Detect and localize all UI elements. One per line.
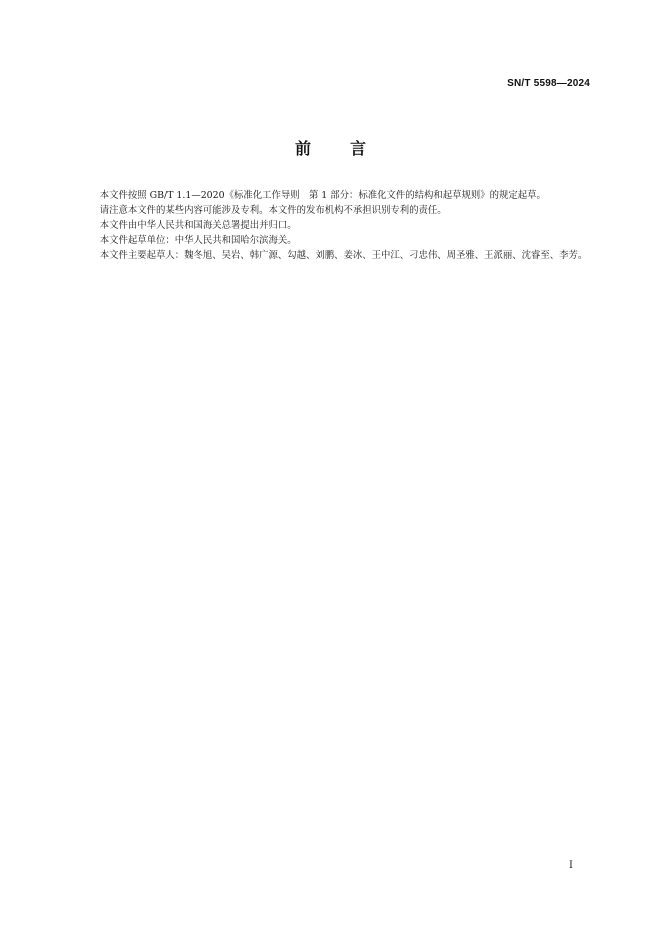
paragraph-drafting-rules: 本文件按照 GB/T 1.1—2020《标准化工作导则 第 1 部分：标准化文件的结构和起草规则》的规定起草。 xyxy=(99,190,546,201)
page-number: I xyxy=(569,860,573,871)
paragraph-drafters: 本文件主要起草人：魏冬旭、吴岩、韩广源、勾越、刘鹏、姜冰、王中江、刁忠伟、周圣雅、王派丽、沈睿至、李芳。 xyxy=(99,250,588,261)
paragraph-patent-notice: 请注意本文件的某些内容可能涉及专利。本文件的发布机构不承担识别专利的责任。 xyxy=(99,205,447,216)
document-code: SN/T 5598—2024 xyxy=(507,78,590,89)
title-char-1: 前 xyxy=(294,139,312,158)
page-title xyxy=(0,136,662,159)
foreword-body xyxy=(81,188,593,263)
paragraph-proposer: 本文件由中华人民共和国海关总署提出并归口。 xyxy=(99,220,297,231)
title-char-2: 言 xyxy=(350,139,368,158)
paragraph-drafting-unit: 本文件起草单位：中华人民共和国哈尔滨海关。 xyxy=(99,235,297,246)
